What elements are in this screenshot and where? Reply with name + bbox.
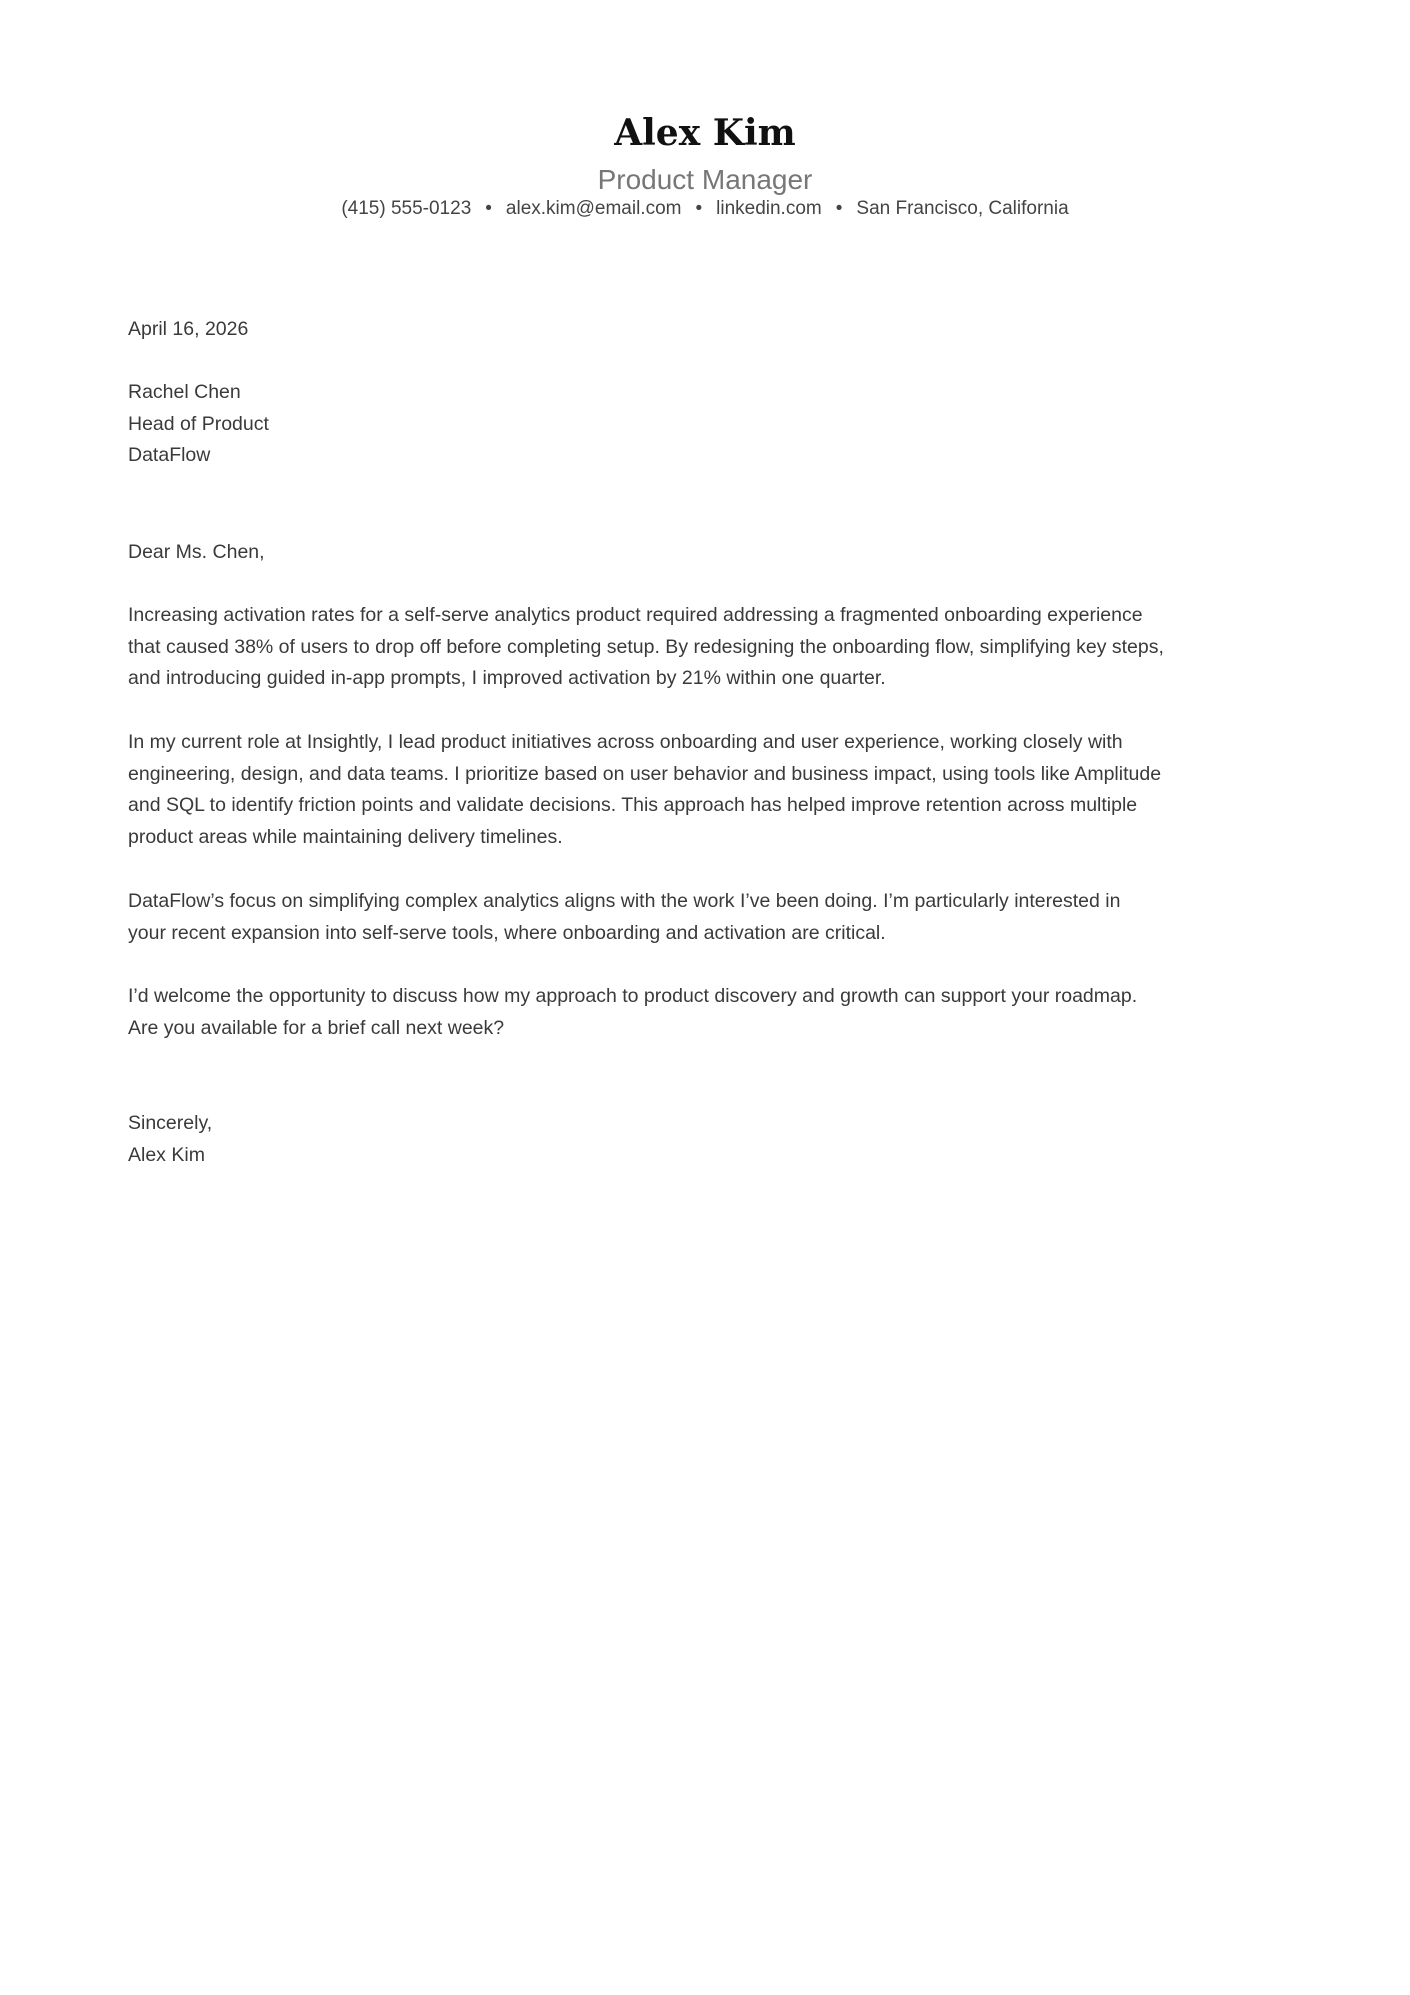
paragraph-line: product areas while maintaining delivery timelines. [128, 826, 563, 849]
paragraph-1 [128, 600, 1298, 695]
applicant-title: Product Manager [597, 164, 813, 195]
letter-date [128, 314, 1298, 346]
recipient-name: Rachel Chen [128, 381, 241, 403]
closing-block [128, 1108, 1298, 1171]
paragraph-line: and SQL to identify friction points and validate decisions. This approach has helped improve retention across multiple [128, 794, 1138, 817]
paragraph-line: and introducing guided in-app prompts, I improved activation by 21% within one quarter. [128, 667, 886, 690]
applicant-name: Alex Kim [614, 112, 796, 154]
linkedin: linkedin.com [716, 198, 822, 219]
separator: • [835, 198, 843, 219]
paragraph-line: I’d welcome the opportunity to discuss how my approach to product discovery and growth can support your roadmap. [128, 985, 1138, 1007]
paragraph-line: Are you available for a brief call next week? [128, 1016, 505, 1039]
paragraph-3 [128, 886, 1298, 949]
recipient-block [128, 377, 1298, 472]
paragraph-2 [128, 727, 1298, 854]
date-text: April 16, 2026 [128, 318, 249, 340]
paragraph-line: engineering, design, and data teams. I prioritize based on user behavior and business impact, using tools like Amplitude [128, 762, 1162, 785]
paragraph-line: your recent expansion into self-serve tools, where onboarding and activation are critical. [128, 921, 886, 944]
recipient-company: DataFlow [128, 444, 211, 467]
paragraph-line: Increasing activation rates for a self-serve analytics product required addressing a fragmented onboarding experience [128, 604, 1143, 626]
paragraph-4 [128, 981, 1298, 1044]
location: San Francisco, California [856, 198, 1069, 219]
contact-line [0, 198, 1410, 220]
recipient-title: Head of Product [128, 412, 269, 435]
paragraph-line: that caused 38% of users to drop off before completing setup. By redesigning the onboarding flow, simplifying key steps, [128, 635, 1164, 658]
paragraph-line: DataFlow’s focus on simplifying complex analytics aligns with the work I’ve been doing. I’m particularly interested in [128, 890, 1121, 912]
salutation [128, 537, 1298, 569]
email: alex.kim@email.com [505, 198, 682, 219]
phone: (415) 555-0123 [341, 198, 472, 219]
closing: Sincerely, [128, 1112, 213, 1134]
signature-name: Alex Kim [128, 1143, 205, 1166]
separator: • [485, 198, 492, 219]
salutation-text: Dear Ms. Chen, [128, 541, 265, 563]
paragraph-line: In my current role at Insightly, I lead product initiatives across onboarding and user experience, working closely with [128, 731, 1123, 753]
separator: • [695, 198, 703, 219]
